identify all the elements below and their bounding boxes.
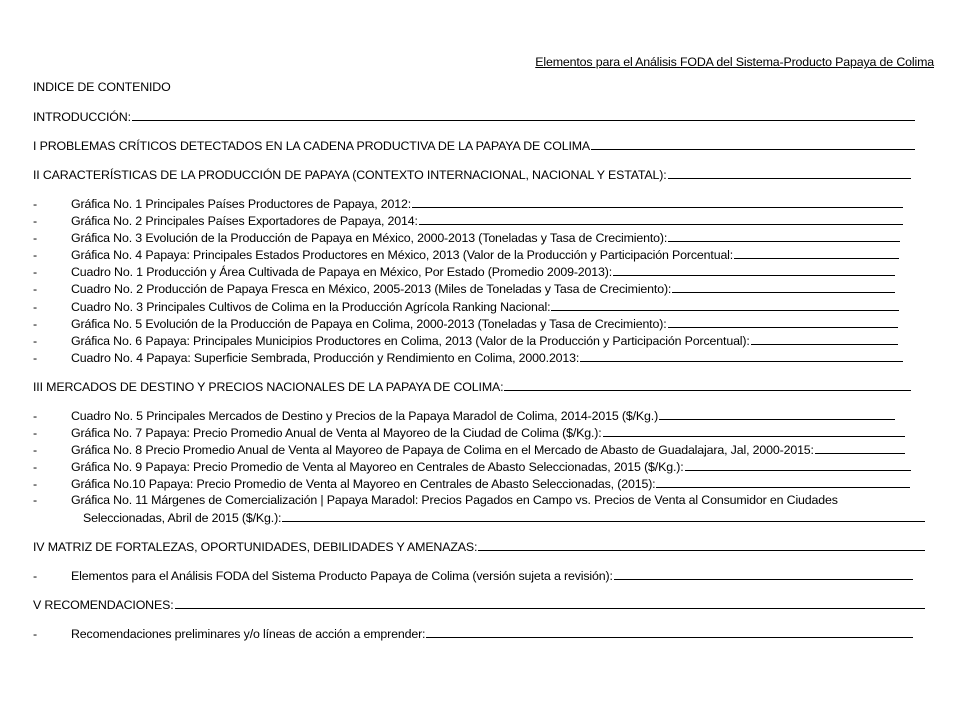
leader-line <box>685 459 912 471</box>
toc-item-grafica-11[interactable]: - Gráfica No. 11 Márgenes de Comercialización | Papaya Maradol: Precios Pagados en Campo vs. Precios de Venta al Consumidor en Ciudades <box>33 493 838 507</box>
leader-line <box>614 568 913 580</box>
leader-line <box>580 350 903 362</box>
toc-entry-section-v[interactable]: V RECOMENDACIONES: <box>33 597 925 613</box>
toc-item-recomendaciones[interactable]: - Recomendaciones preliminares y/o líneas de acción a emprender: <box>33 626 913 642</box>
toc-item-cuadro-2[interactable]: - Cuadro No. 2 Producción de Papaya Fresca en México, 2005-2013 (Miles de Toneladas y Tasa de Crecimiento): <box>33 281 895 297</box>
leader-line <box>659 408 895 420</box>
leader-line <box>551 299 899 311</box>
toc-item-grafica-10[interactable]: - Gráfica No.10 Papaya: Precio Promedio de Venta al Mayoreo en Centrales de Abasto Seleccionadas, (2015): <box>33 476 910 492</box>
toc-entry-section-i[interactable]: I PROBLEMAS CRÍTICOS DETECTADOS EN LA CADENA PRODUCTIVA DE LA PAPAYA DE COLIMA <box>33 138 915 154</box>
leader-line <box>591 138 915 150</box>
toc-entry-section-iii[interactable]: III MERCADOS DE DESTINO Y PRECIOS NACIONALES DE LA PAPAYA DE COLIMA: <box>33 379 911 395</box>
toc-item-cuadro-1[interactable]: - Cuadro No. 1 Producción y Área Cultivada de Papaya en México, Por Estado (Promedio 2009-2013): <box>33 264 895 280</box>
leader-line <box>668 230 900 242</box>
leader-line <box>668 316 899 328</box>
toc-item-foda[interactable]: - Elementos para el Análisis FODA del Sistema Producto Papaya de Colima (versión sujeta a revisión): <box>33 568 913 584</box>
leader-line <box>412 196 903 208</box>
leader-line <box>656 476 910 488</box>
leader-line <box>132 109 915 121</box>
leader-line <box>282 510 925 522</box>
leader-line <box>734 247 899 259</box>
leader-line <box>751 333 898 345</box>
toc-item-grafica-7[interactable]: - Gráfica No. 7 Papaya: Precio Promedio Anual de Venta al Mayoreo de la Ciudad de Colima ($/Kg.): <box>33 425 905 441</box>
toc-item-grafica-2[interactable]: - Gráfica No. 2 Principales Países Exportadores de Papaya, 2014: <box>33 213 903 229</box>
toc-item-cuadro-5[interactable]: - Cuadro No. 5 Principales Mercados de Destino y Precios de la Papaya Maradol de Colima, 2014-2015 ($/Kg.) <box>33 408 895 424</box>
toc-item-grafica-11-continued[interactable]: Seleccionadas, Abril de 2015 ($/Kg.): <box>83 510 925 526</box>
toc-item-cuadro-3[interactable]: - Cuadro No. 3 Principales Cultivos de Colima en la Producción Agrícola Ranking Nacional: <box>33 299 899 315</box>
leader-line <box>603 425 905 437</box>
leader-line <box>419 213 903 225</box>
leader-line <box>815 442 905 454</box>
toc-item-grafica-3[interactable]: - Gráfica No. 3 Evolución de la Producción de Papaya en México, 2000-2013 (Toneladas y Tasa de Crecimiento): <box>33 230 900 246</box>
document-title: Elementos para el Análisis FODA del Sistema-Producto Papaya de Colima <box>535 55 934 69</box>
toc-item-grafica-6[interactable]: - Gráfica No. 6 Papaya: Principales Municipios Productores en Colima, 2013 (Valor de la Producción y Participación Porcentual): <box>33 333 898 349</box>
index-heading: INDICE DE CONTENIDO <box>33 80 171 94</box>
toc-entry-section-ii[interactable]: II CARACTERÍSTICAS DE LA PRODUCCIÓN DE PAPAYA (CONTEXTO INTERNACIONAL, NACIONAL Y ESTATAL): <box>33 167 911 183</box>
toc-item-grafica-9[interactable]: - Gráfica No. 9 Papaya: Precio Promedio de Venta al Mayoreo en Centrales de Abasto Seleccionadas, 2015 ($/Kg.): <box>33 459 911 475</box>
toc-item-grafica-1[interactable]: - Gráfica No. 1 Principales Países Productores de Papaya, 2012: <box>33 196 903 212</box>
toc-item-grafica-4[interactable]: - Gráfica No. 4 Papaya: Principales Estados Productores en México, 2013 (Valor de la Producción y Participación Porcentual: <box>33 247 899 263</box>
toc-entry-section-iv[interactable]: IV MATRIZ DE FORTALEZAS, OPORTUNIDADES, DEBILIDADES Y AMENAZAS: <box>33 539 925 555</box>
leader-line <box>613 264 895 276</box>
toc-item-grafica-5[interactable]: - Gráfica No. 5 Evolución de la Producción de Papaya en Colima, 2000-2013 (Toneladas y Tasa de Crecimiento): <box>33 316 898 332</box>
toc-item-cuadro-4[interactable]: - Cuadro No. 4 Papaya: Superficie Sembrada, Producción y Rendimiento en Colima, 2000.2013: <box>33 350 903 366</box>
leader-line <box>478 539 925 551</box>
leader-line <box>426 626 913 638</box>
leader-line <box>672 281 895 293</box>
toc-entry-introduccion[interactable]: INTRODUCCIÓN: <box>33 109 915 125</box>
toc-item-grafica-8[interactable]: - Gráfica No. 8 Precio Promedio Anual de Venta al Mayoreo de Papaya de Colima en el Mercado de Abasto de Guadalajara, Jal, 2000-2015: <box>33 442 905 458</box>
leader-line <box>504 379 911 391</box>
leader-line <box>668 167 911 179</box>
leader-line <box>175 597 925 609</box>
